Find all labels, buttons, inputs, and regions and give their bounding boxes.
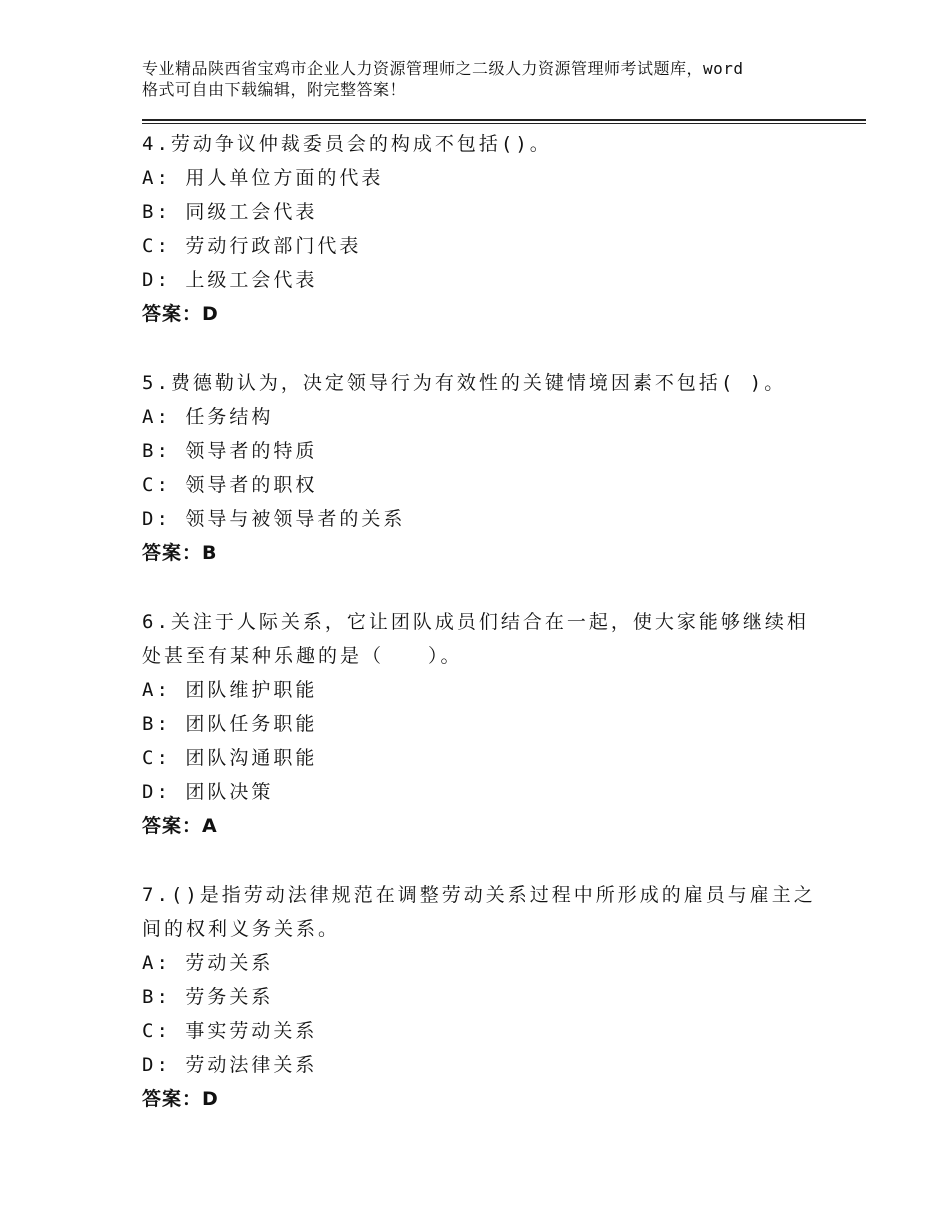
answer-value: D (202, 1088, 219, 1110)
answer-value: D (202, 303, 219, 325)
answer-label: 答案： (142, 1088, 203, 1110)
answer-value: B (202, 542, 218, 564)
question-text-line-2: 间的权利义务关系。 (142, 918, 341, 940)
header-divider (142, 119, 866, 121)
document-header (142, 58, 832, 100)
option-c: C: 领导者的职权 (142, 474, 318, 496)
question-block-7 (142, 878, 822, 1116)
option-d: D: 上级工会代表 (142, 269, 318, 291)
question-text-line-1: 6.关注于人际关系，它让团队成员们结合在一起，使大家能够继续相 (142, 611, 809, 633)
option-d: D: 团队决策 (142, 781, 274, 803)
header-line-1: 专业精品陕西省宝鸡市企业人力资源管理师之二级人力资源管理师考试题库，word (142, 59, 744, 78)
option-c: C: 劳动行政部门代表 (142, 235, 362, 257)
answer-line (142, 536, 822, 570)
question-block-6 (142, 605, 822, 843)
option-c: C: 团队沟通职能 (142, 747, 318, 769)
answer-line (142, 297, 822, 331)
answer-label: 答案： (142, 303, 203, 325)
option-d: D: 劳动法律关系 (142, 1054, 318, 1076)
question-text-line-1: 7.()是指劳动法律规范在调整劳动关系过程中所形成的雇员与雇主之 (142, 884, 816, 906)
option-c: C: 事实劳动关系 (142, 1020, 318, 1042)
option-b: B: 同级工会代表 (142, 201, 318, 223)
header-divider-thin (142, 123, 866, 124)
answer-line (142, 1082, 822, 1116)
option-b: B: 劳务关系 (142, 986, 274, 1008)
question-text: 4.劳动争议仲裁委员会的构成不包括()。 (142, 133, 552, 155)
option-a: A: 劳动关系 (142, 952, 274, 974)
question-text-line-2: 处甚至有某种乐趣的是（ ）。 (142, 645, 463, 667)
question-block-5 (142, 366, 822, 570)
option-a: A: 用人单位方面的代表 (142, 167, 384, 189)
option-a: A: 任务结构 (142, 406, 274, 428)
answer-value: A (202, 815, 218, 837)
question-block-4 (142, 127, 822, 331)
option-a: A: 团队维护职能 (142, 679, 318, 701)
question-text: 5.费德勒认为，决定领导行为有效性的关键情境因素不包括( )。 (142, 372, 787, 394)
option-d: D: 领导与被领导者的关系 (142, 508, 406, 530)
answer-label: 答案： (142, 542, 203, 564)
header-line-2: 格式可自由下载编辑，附完整答案！ (142, 80, 407, 99)
answer-label: 答案： (142, 815, 203, 837)
answer-line (142, 809, 822, 843)
option-b: B: 领导者的特质 (142, 440, 318, 462)
option-b: B: 团队任务职能 (142, 713, 318, 735)
